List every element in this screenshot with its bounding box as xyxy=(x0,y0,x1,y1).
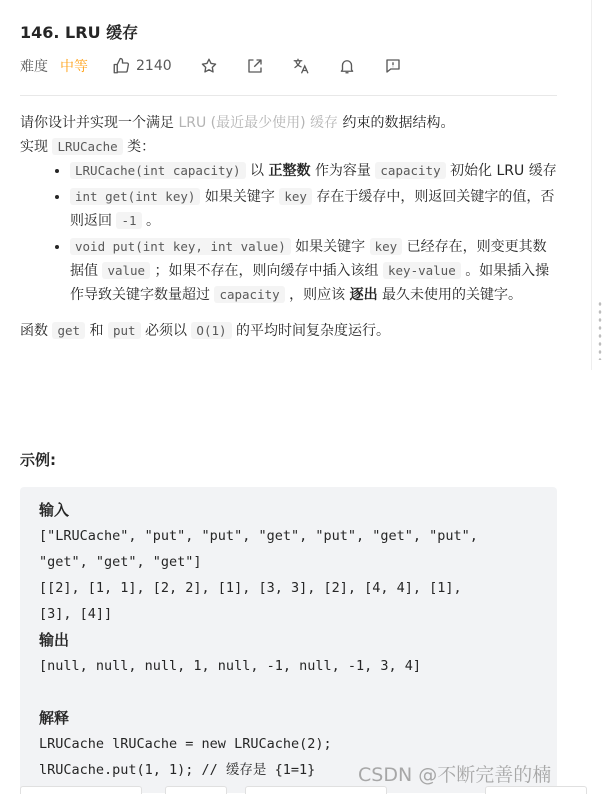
like-button[interactable] xyxy=(112,57,172,75)
inline-code: key-value xyxy=(383,262,461,279)
inline-code: LRUCache xyxy=(52,138,122,155)
inline-code: get xyxy=(52,322,85,339)
description-line: 实现 LRUCache 类： xyxy=(20,139,156,155)
inline-code: value xyxy=(102,262,150,279)
code-line: ["LRUCache", "put", "put", "get", "put", "get", "put", xyxy=(39,528,478,544)
inline-code: int get(int key) xyxy=(70,188,200,205)
code-line: "get", "get", "get"] xyxy=(39,554,202,570)
inline-code: put xyxy=(108,322,141,339)
bell-icon xyxy=(338,57,356,75)
problem-description xyxy=(20,112,560,343)
list-item: • int get(int key) 如果关键字 key 存在于缓存中，则返回关键字的值，否则返回 -1 。 xyxy=(70,185,560,233)
feedback-button[interactable] xyxy=(384,57,402,75)
bottom-toolbar xyxy=(0,786,603,793)
bold-text: 逐出 xyxy=(349,287,378,303)
problem-meta xyxy=(20,56,402,76)
star-icon xyxy=(200,57,218,75)
lru-link[interactable]: LRU (最近最少使用) 缓存 xyxy=(178,115,339,131)
example-content xyxy=(39,497,539,783)
inline-code: capacity xyxy=(214,286,284,303)
inline-code: O(1) xyxy=(191,322,231,339)
watermark: CSDN @不断完善的楠 xyxy=(358,764,552,786)
share-icon xyxy=(246,57,264,75)
example-block xyxy=(20,487,557,793)
feedback-icon xyxy=(384,57,402,75)
list-item: • LRUCache(int capacity) 以 正整数 作为容量 capacity 初始化 LRU 缓存 xyxy=(70,159,560,183)
divider xyxy=(20,95,557,96)
example-title: 示例: xyxy=(20,451,56,469)
code-line: lRUCache.put(1, 1); // 缓存是 {1=1} xyxy=(39,762,316,778)
code-line: [[2], [1, 1], [2, 2], [1], [3, 3], [2], [4, 4], [1], xyxy=(39,580,462,596)
difficulty-badge: 中等 xyxy=(60,59,88,75)
inline-code: key xyxy=(370,238,403,255)
share-button[interactable] xyxy=(246,57,264,75)
resize-handle[interactable] xyxy=(597,300,603,360)
bold-text: 正整数 xyxy=(268,163,311,179)
list-item: • void put(int key, int value) 如果关键字 key 已经存在，则变更其数据值 value ；如果不存在，则向缓存中插入该组 key-value 。如果插入操作导致关键字数量超过 capacity ，则应该 逐出 最久未使用的关键字。 xyxy=(70,235,560,307)
code-line: [null, null, null, 1, null, -1, null, -1, 3, 4] xyxy=(39,658,422,674)
problem-title: 146. LRU 缓存 xyxy=(20,23,139,42)
inline-code: key xyxy=(279,188,312,205)
code-line: [3], [4]] xyxy=(39,606,113,622)
translate-icon xyxy=(292,57,310,75)
favorite-button[interactable] xyxy=(200,57,218,75)
description-line: 请你设计并实现一个满足 LRU (最近最少使用) 缓存 约束的数据结构。 xyxy=(20,115,455,131)
inline-code: LRUCache(int capacity) xyxy=(70,162,246,179)
panel-border xyxy=(591,0,592,370)
blank-line xyxy=(39,679,539,705)
translate-button[interactable] xyxy=(292,57,310,75)
output-label: 输出 xyxy=(39,631,70,649)
description-line: 函数 get 和 put 必须以 O(1) 的平均时间复杂度运行。 xyxy=(20,323,390,339)
inline-code: capacity xyxy=(375,162,445,179)
like-count: 2140 xyxy=(136,58,172,74)
explain-label: 解释 xyxy=(39,709,70,727)
rules-list xyxy=(20,159,560,307)
code-line: LRUCache lRUCache = new LRUCache(2); xyxy=(39,736,332,752)
thumbs-up-icon xyxy=(112,57,130,75)
inline-code: -1 xyxy=(116,212,141,229)
input-label: 输入 xyxy=(39,501,70,519)
difficulty-label: 难度 xyxy=(20,59,48,75)
subscribe-button[interactable] xyxy=(338,57,356,75)
inline-code: void put(int key, int value) xyxy=(70,238,291,255)
